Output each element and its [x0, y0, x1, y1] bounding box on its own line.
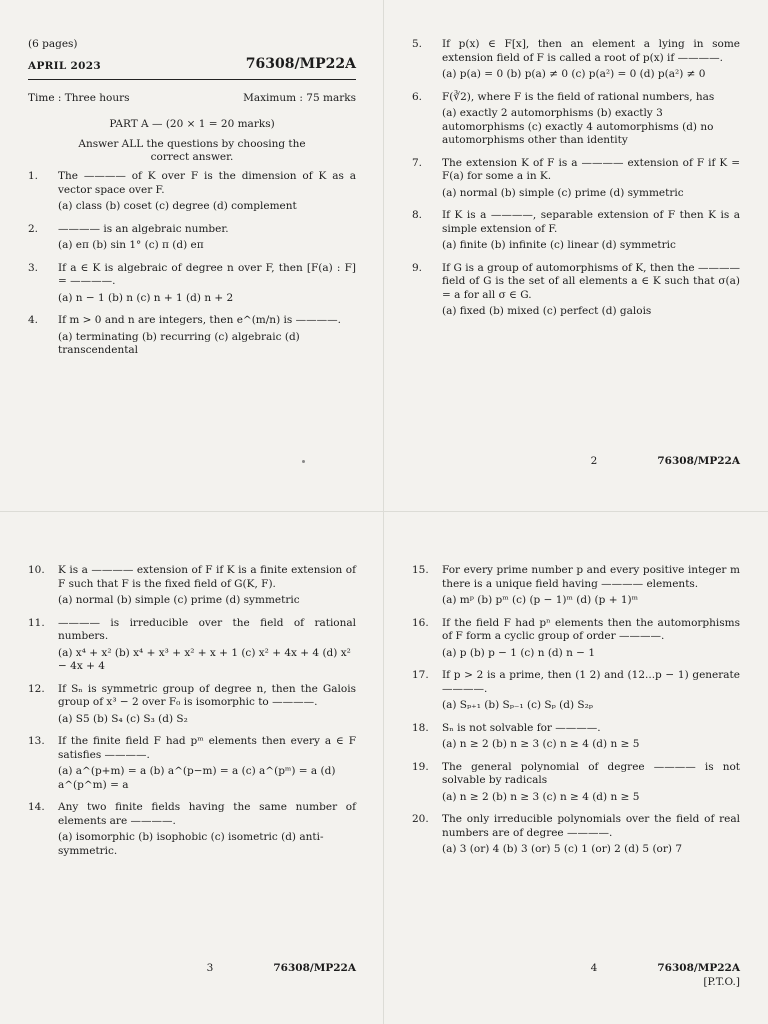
- max-marks-label: Maximum : 75 marks: [243, 92, 356, 104]
- question-1: [28, 170, 356, 214]
- exam-month: APRIL 2023: [28, 60, 101, 72]
- part-title: PART A — (20 × 1 = 20 marks): [109, 118, 275, 130]
- footer-code: 76308/MP22A: [657, 455, 740, 467]
- question-options: (a) n ≥ 2 (b) n ≥ 3 (c) n ≥ 4 (d) n ≥ 5: [442, 790, 640, 803]
- page-2: [384, 0, 768, 512]
- page-3: [0, 512, 384, 1024]
- question-8: [412, 209, 740, 253]
- question-options: (a) eπ (b) sin 1° (c) π (d) eπ: [58, 239, 204, 251]
- question-options: (a) finite (b) infinite (c) linear (d) symmetric: [442, 239, 676, 251]
- question-number: 19.: [412, 760, 429, 773]
- question-options: (a) normal (b) simple (c) prime (d) symmetric: [58, 594, 300, 606]
- time-label: Time : Three hours: [28, 92, 130, 104]
- question-number: 7.: [412, 156, 423, 169]
- question-options: (a) isomorphic (b) isophobic (c) isometric (d) anti-symmetric.: [58, 831, 324, 857]
- question-number: 8.: [412, 209, 423, 221]
- question-text: For every prime number p and every positive integer m there is a unique field having ———— elements.: [442, 564, 740, 590]
- question-number: 16.: [412, 616, 429, 629]
- question-text: The extension K of F is a ———— extension of F if K = F(a) for some a in K.: [442, 156, 740, 182]
- question-options: (a) class (b) coset (c) degree (d) complement: [58, 200, 297, 212]
- question-16: [412, 617, 740, 661]
- question-text: If a ∈ K is algebraic of degree n over F, then [F(a) : F] = ————.: [58, 261, 356, 287]
- question-text: Any two finite fields having the same number of elements are ————.: [58, 801, 356, 827]
- question-19: [412, 761, 740, 805]
- header-row: [28, 56, 356, 72]
- fold-line-vertical: [383, 0, 384, 1024]
- question-number: 4.: [28, 314, 39, 326]
- question-5: [412, 38, 740, 82]
- question-text: If G is a group of automorphisms of K, then the ———— field of G is the set of all elements a ∈ K such that σ(a) = a for all σ ∈ G.: [442, 261, 740, 301]
- question-number: 20.: [412, 813, 429, 825]
- question-14: [28, 801, 356, 858]
- question-number: 17.: [412, 669, 429, 681]
- question-number: 13.: [28, 735, 45, 747]
- question-number: 11.: [28, 616, 45, 629]
- footer-code: 76308/MP22A: [657, 962, 740, 974]
- question-options: (a) Sₚ₊₁ (b) Sₚ₋₁ (c) Sₚ (d) S₂ₚ: [442, 699, 593, 711]
- question-text: If Sₙ is symmetric group of degree n, then the Galois group of x³ − 2 over F₀ is isomorphic to ————.: [58, 682, 356, 708]
- time-marks-row: [28, 92, 356, 104]
- question-options: (a) mᵖ (b) pᵐ (c) (p − 1)ᵐ (d) (p + 1)ᵐ: [442, 594, 639, 606]
- question-text: Sₙ is not solvable for ————.: [442, 721, 601, 734]
- question-7: [412, 157, 740, 201]
- question-options: (a) p (b) p − 1 (c) n (d) n − 1: [442, 646, 595, 659]
- page-4-footer: [384, 962, 740, 974]
- question-text: If the finite field F had pᵐ elements then every a ∈ F satisfies ————.: [58, 735, 356, 761]
- instructions: Answer ALL the questions by choosing the correct answer.: [78, 138, 306, 163]
- question-11: [28, 617, 356, 674]
- question-options: (a) p(a) = 0 (b) p(a) ≠ 0 (c) p(a²) = 0 (d) p(a²) ≠ 0: [442, 68, 706, 80]
- question-number: 18.: [412, 721, 429, 734]
- question-13: [28, 735, 356, 792]
- question-number: 5.: [412, 38, 423, 50]
- question-text: If K is a ————, separable extension of F then K is a simple extension of F.: [442, 209, 740, 235]
- question-options: (a) exactly 2 automorphisms (b) exactly 3 automorphisms (c) exactly 4 automorphisms (d) no automorphisms other than identity: [442, 107, 714, 146]
- question-17: [412, 669, 740, 713]
- question-10: [28, 564, 356, 608]
- question-number: 3.: [28, 261, 39, 274]
- question-options: (a) x⁴ + x² (b) x⁴ + x³ + x² + x + 1 (c) x² + 4x + 4 (d) x² − 4x + 4: [58, 646, 351, 672]
- page-number: 2: [590, 455, 598, 467]
- question-options: (a) a^(p+m) = a (b) a^(p−m) = a (c) a^(pᵐ) = a (d) a^(p^m) = a: [58, 765, 336, 791]
- question-12: [28, 683, 356, 727]
- pto-label: [P.T.O.]: [703, 976, 740, 988]
- scan-speck: [302, 460, 305, 463]
- question-text: ———— is an algebraic number.: [58, 222, 229, 235]
- page-count-label: (6 pages): [28, 38, 78, 50]
- page-2-footer: [384, 455, 740, 467]
- question-6: [412, 91, 740, 148]
- page-number: 4: [590, 962, 598, 974]
- question-18: [412, 722, 740, 752]
- question-text: If p(x) ∈ F[x], then an element a lying in some extension field of F is called a root of p(x) if ————.: [442, 38, 740, 64]
- question-options: (a) normal (b) simple (c) prime (d) symmetric: [442, 186, 684, 199]
- question-number: 1.: [28, 170, 39, 182]
- question-options: (a) terminating (b) recurring (c) algebraic (d) transcendental: [58, 330, 300, 356]
- question-options: (a) S5 (b) S₄ (c) S₃ (d) S₂: [58, 712, 188, 725]
- page-1: [0, 0, 384, 512]
- question-number: 14.: [28, 801, 45, 813]
- question-3: [28, 262, 356, 306]
- question-text: F(∛2), where F is the field of rational numbers, has: [442, 90, 715, 103]
- page-number: 3: [206, 962, 214, 974]
- question-number: 15.: [412, 564, 429, 576]
- question-text: If the field F had pⁿ elements then the automorphisms of F form a cyclic group of order ————.: [442, 616, 740, 642]
- question-options: (a) n − 1 (b) n (c) n + 1 (d) n + 2: [58, 291, 234, 304]
- question-9: [412, 262, 740, 319]
- question-options: (a) fixed (b) mixed (c) perfect (d) galois: [442, 305, 652, 317]
- question-text: If m > 0 and n are integers, then e^(m/n) is ————.: [58, 314, 341, 326]
- question-options: (a) n ≥ 2 (b) n ≥ 3 (c) n ≥ 4 (d) n ≥ 5: [442, 738, 640, 750]
- question-number: 12.: [28, 682, 45, 695]
- question-4: [28, 314, 356, 358]
- question-number: 9.: [412, 261, 423, 274]
- question-20: [412, 813, 740, 857]
- question-text: K is a ———— extension of F if K is a finite extension of F such that F is the fixed field of G(K, F).: [58, 564, 356, 590]
- question-2: [28, 223, 356, 253]
- question-number: 6.: [412, 90, 423, 103]
- question-text: The only irreducible polynomials over the field of real numbers are of degree ————.: [442, 813, 740, 839]
- page-4: [384, 512, 768, 1024]
- paper-code: 76308/MP22A: [245, 56, 356, 72]
- question-15: [412, 564, 740, 608]
- footer-code: 76308/MP22A: [273, 962, 356, 974]
- question-text: If p > 2 is a prime, then (1 2) and (12...p − 1) generate ————.: [442, 669, 740, 695]
- question-text: The ———— of K over F is the dimension of K as a vector space over F.: [58, 170, 356, 196]
- page-3-footer: [0, 962, 356, 974]
- header-rule: [28, 79, 356, 80]
- question-text: The general polynomial of degree ———— is not solvable by radicals: [442, 760, 740, 786]
- fold-line-horizontal: [0, 511, 768, 512]
- question-number: 10.: [28, 564, 45, 576]
- question-text: ———— is irreducible over the field of rational numbers.: [58, 616, 356, 642]
- question-options: (a) 3 (or) 4 (b) 3 (or) 5 (c) 1 (or) 2 (d) 5 (or) 7: [442, 843, 682, 855]
- question-number: 2.: [28, 222, 39, 235]
